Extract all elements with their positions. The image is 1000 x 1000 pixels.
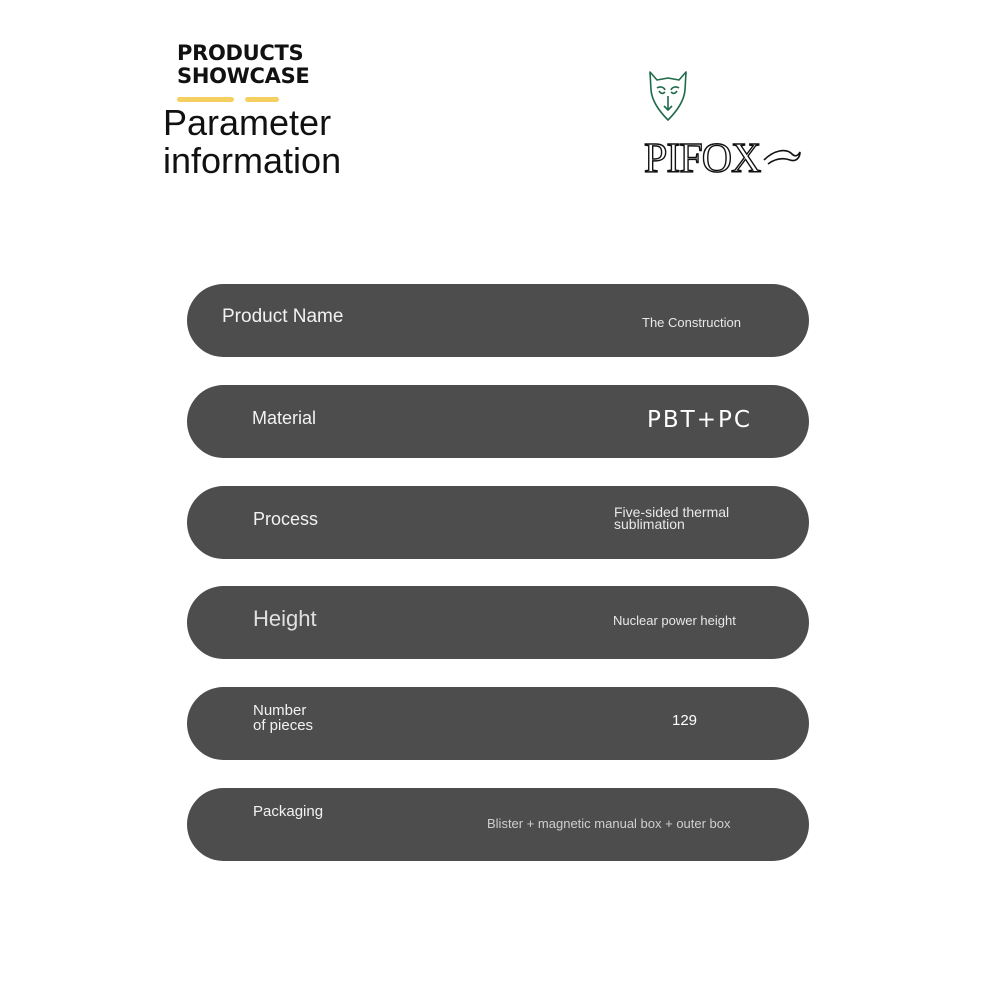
row-packaging [187, 788, 809, 861]
row-label: Height [253, 606, 317, 631]
row-value: Blister + magnetic manual box + outer box [487, 816, 731, 831]
row-value: Nuclear power height [613, 613, 736, 628]
showcase-line-1: PRODUCTS [177, 41, 304, 65]
page-title-line-1: Parameter [163, 102, 332, 143]
row-height [187, 586, 809, 659]
row-label: Packaging [253, 803, 324, 820]
row-label: Material [252, 408, 317, 428]
row-process [187, 486, 809, 559]
row-material [187, 385, 809, 458]
page-title-line-2: information [163, 140, 342, 181]
brand-logo-text: PIFOX [644, 136, 761, 182]
row-label: Process [253, 509, 319, 529]
row-label-line-2: of pieces [253, 717, 314, 734]
products-showcase-heading [177, 42, 309, 88]
row-number-of-pieces [187, 687, 809, 760]
row-label [253, 703, 313, 733]
row-value: Five-sided thermal sublimation [614, 504, 730, 532]
row-label: Product Name [222, 306, 344, 327]
row-label-line-1: Number [253, 702, 307, 719]
row-value: The Construction [642, 315, 741, 330]
row-value: PBT+PC [647, 407, 752, 433]
row-value: 129 [672, 712, 698, 729]
showcase-line-2: SHOWCASE [177, 64, 310, 88]
page-title [163, 104, 341, 180]
brand-logo [640, 66, 805, 184]
row-product-name [187, 284, 809, 357]
